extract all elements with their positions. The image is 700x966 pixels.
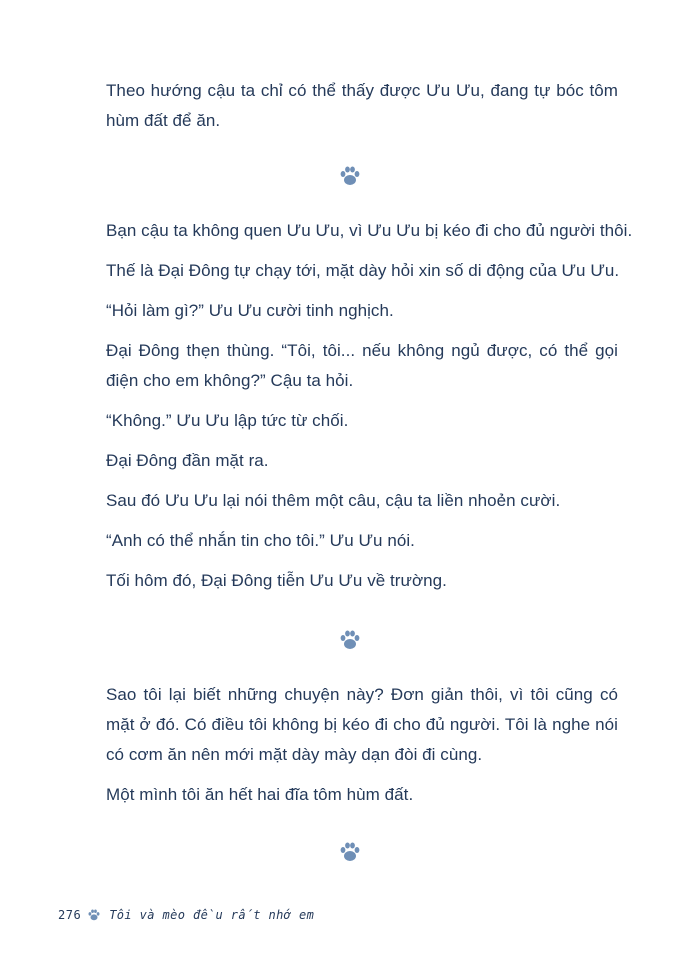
page-number: 276 bbox=[58, 908, 82, 922]
paragraph: “Anh có thể nhắn tin cho tôi.” Ưu Ưu nói. bbox=[106, 531, 415, 550]
paragraph: Tối hôm đó, Đại Đông tiễn Ưu Ưu về trường. bbox=[106, 571, 447, 590]
paw-print-icon bbox=[87, 908, 101, 922]
paragraph: Sau đó Ưu Ưu lại nói thêm một câu, cậu ta liền nhoẻn cười. bbox=[106, 491, 561, 510]
paw-print-icon bbox=[338, 840, 362, 864]
paragraph: Sao tôi lại biết những chuyện này? Đơn giản thôi, vì tôi cũng có mặt ở đó. Có điều tôi không bị kéo đi cho đủ người. Tôi là nghe nói có cơm ăn nên mới mặt dày mày dạn đòi đi cùng. bbox=[106, 685, 618, 764]
paragraph: Đại Đông đần mặt ra. bbox=[106, 451, 269, 470]
paw-print-icon bbox=[338, 628, 362, 652]
paragraph-block bbox=[106, 76, 618, 136]
paragraph-block bbox=[106, 216, 633, 596]
paragraph: Đại Đông thẹn thùng. “Tôi, tôi... nếu không ngủ được, có thể gọi điện cho em không?” Cậu ta hỏi. bbox=[106, 341, 618, 390]
paragraph: Một mình tôi ăn hết hai đĩa tôm hùm đất. bbox=[106, 785, 414, 804]
paragraph-block bbox=[106, 680, 618, 810]
paragraph: Bạn cậu ta không quen Ưu Ưu, vì Ưu Ưu bị kéo đi cho đủ người thôi. bbox=[106, 221, 633, 240]
paragraph: “Không.” Ưu Ưu lập tức từ chối. bbox=[106, 411, 349, 430]
paragraph: “Hỏi làm gì?” Ưu Ưu cười tinh nghịch. bbox=[106, 301, 394, 320]
paw-print-icon bbox=[338, 164, 362, 188]
page-footer bbox=[58, 905, 314, 925]
paragraph: Thế là Đại Đông tự chạy tới, mặt dày hỏi xin số di động của Ưu Ưu. bbox=[106, 261, 620, 280]
paragraph: Theo hướng cậu ta chỉ có thể thấy được Ưu Ưu, đang tự bóc tôm hùm đất để ăn. bbox=[106, 81, 618, 130]
book-title: Tôi và mèo đều rất nhớ em bbox=[109, 908, 315, 922]
